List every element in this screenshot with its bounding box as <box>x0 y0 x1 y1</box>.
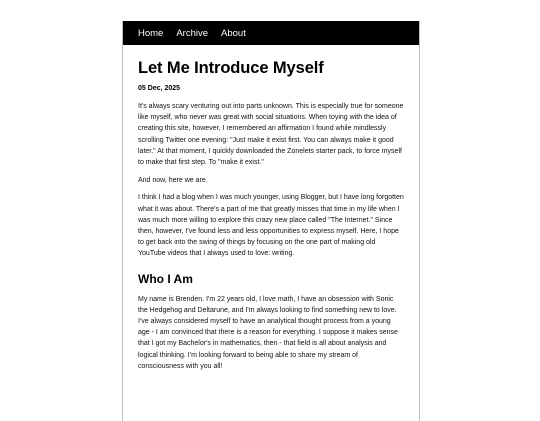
post-title: Let Me Introduce Myself <box>138 59 324 77</box>
nav-link-home[interactable]: Home <box>138 27 164 39</box>
nav-link-about[interactable]: About <box>221 27 246 39</box>
nav-link-archive[interactable]: Archive <box>176 27 209 39</box>
post-paragraph: And now, here we are. <box>138 176 208 184</box>
section-paragraph: My name is Brenden. I'm 22 years old, I love math, I have an obsession with Sonic the Hedgehog and Deltarune, and I'm always looking to find something new to love. I've always considered myself to have an analytical thought process from a young age - I am convinced that there is a reason for everything. I suppose it makes sense that I got my Bachelor's in mathematics, then - that field is all about analysis and logical thinking. I'm looking forward to being able to share my stream of consciousness with you all! <box>138 295 398 370</box>
post-paragraph: I think I had a blog when I was much younger, using Blogger, but I have long forgotten what it was about. There's a part of me that greatly misses that time in my life when I was much more willing to explore this crazy new place called "The Internet." Since then, however, I've found less and less opportunities to express myself. Here, I hope to get back into the swing of things by focusing on the one part of making old YouTube videos that I always used to love: writing. <box>138 194 404 258</box>
post-paragraph: It's always scary venturing out into parts unknown. This is especially true for someone like myself, who never was great with social situations. When toying with the idea of creating this site, however, I remembered an affirmation I found while mindlessly scrolling Twitter one evening: "Just make it exist first. You can always make it good later." At that moment, I quickly downloaded the Zonelets starter pack, to force myself to make that first step. To "make it exist." <box>138 103 404 167</box>
section-heading: Who I Am <box>138 271 193 286</box>
post-content <box>123 59 419 372</box>
top-nav <box>123 21 419 45</box>
page-container <box>122 21 420 421</box>
post-date: 05 Dec, 2025 <box>138 85 181 92</box>
